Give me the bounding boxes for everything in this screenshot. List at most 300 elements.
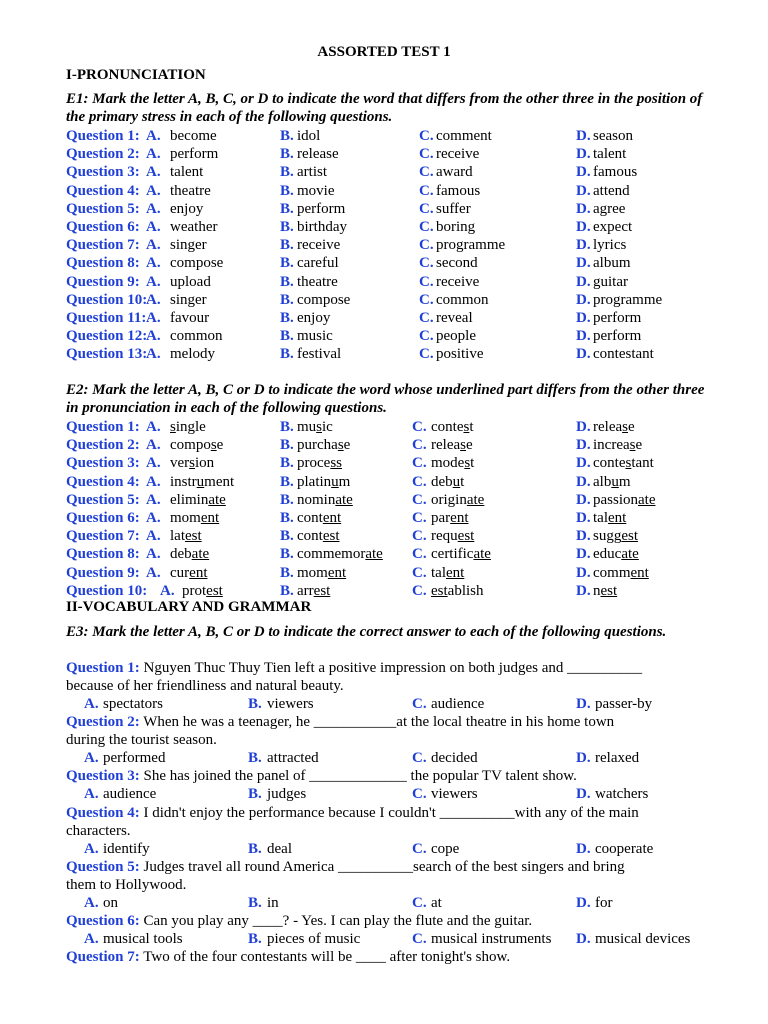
question-row bbox=[66, 254, 746, 272]
option-c bbox=[431, 545, 491, 563]
option-letter-c: C. bbox=[419, 237, 434, 254]
option-letter-b: B. bbox=[248, 931, 262, 947]
question-label: Question 6: bbox=[66, 510, 140, 526]
word-part: cont bbox=[297, 510, 323, 526]
word-part: purcha bbox=[297, 437, 338, 454]
option-letter-d: D. bbox=[576, 128, 591, 144]
option-a: enjoy bbox=[170, 200, 204, 217]
word-part: ablish bbox=[447, 582, 484, 599]
underlined-part: est bbox=[621, 528, 639, 545]
underlined-part: s bbox=[170, 419, 176, 435]
page-title: ASSORTED TEST 1 bbox=[317, 44, 451, 60]
option-letter-d: D. bbox=[576, 255, 591, 272]
option-c: comment bbox=[436, 128, 492, 144]
option-letter-a: A. bbox=[146, 128, 161, 144]
option-letter-d: D. bbox=[576, 219, 591, 235]
underlined-part: ate bbox=[638, 491, 656, 508]
answer-row bbox=[66, 695, 746, 713]
option-letter-c: C. bbox=[419, 219, 434, 235]
word-part: t bbox=[469, 419, 474, 435]
option-a: weather bbox=[170, 219, 218, 235]
option-d bbox=[593, 509, 626, 527]
option-letter-c: C. bbox=[412, 437, 427, 454]
question-row bbox=[66, 218, 746, 236]
underlined-part: ent bbox=[630, 564, 649, 581]
option-a: performed bbox=[103, 750, 166, 766]
option-letter-b: B. bbox=[280, 455, 294, 472]
word-part: passion bbox=[593, 491, 638, 508]
underlined-part: ent bbox=[327, 564, 347, 581]
underlined-part: ent bbox=[446, 564, 465, 581]
option-letter-c: C. bbox=[412, 750, 427, 766]
underlined-part: ent bbox=[200, 510, 220, 526]
option-letter-d: D. bbox=[576, 273, 591, 290]
option-letter-d: D. bbox=[576, 510, 591, 526]
option-d: programme bbox=[593, 291, 663, 308]
option-c bbox=[431, 509, 468, 527]
option-letter-a: A. bbox=[146, 419, 161, 435]
option-b bbox=[297, 564, 346, 582]
option-letter-a: A. bbox=[84, 750, 99, 766]
underlined-part: ate bbox=[191, 546, 210, 563]
option-a: identify bbox=[103, 841, 150, 857]
option-b bbox=[297, 582, 330, 600]
option-letter-d: D. bbox=[576, 895, 591, 911]
option-b bbox=[297, 436, 350, 454]
question-row bbox=[66, 418, 746, 436]
underlined-part: ate bbox=[365, 546, 383, 563]
question-stem bbox=[66, 948, 726, 966]
option-a bbox=[170, 436, 223, 454]
question-stem bbox=[66, 858, 726, 876]
underlined-part: s bbox=[622, 419, 628, 435]
word-part: increa bbox=[593, 437, 630, 454]
question-text: When he was a teenager, he ___________at the local theatre in his home town bbox=[139, 714, 615, 730]
option-a: compose bbox=[170, 255, 224, 272]
word-part: elimin bbox=[170, 491, 209, 508]
option-letter-b: B. bbox=[248, 841, 262, 857]
option-letter-b: B. bbox=[280, 146, 294, 163]
underlined-part: s bbox=[464, 455, 471, 472]
option-d: lyrics bbox=[593, 237, 627, 254]
option-a bbox=[170, 509, 219, 527]
underlined-part: ate bbox=[621, 546, 639, 563]
underlined-part: s bbox=[629, 437, 636, 454]
word-part: proce bbox=[297, 455, 331, 472]
question-text-continued: during the tourist season. bbox=[66, 732, 217, 748]
option-letter-b: B. bbox=[280, 273, 294, 290]
option-c: suffer bbox=[436, 200, 471, 217]
question-row bbox=[66, 200, 746, 218]
word-part: m bbox=[338, 473, 351, 490]
word-part: origin bbox=[431, 491, 467, 508]
option-b: attracted bbox=[267, 750, 319, 766]
option-d: contestant bbox=[593, 346, 654, 363]
option-a: spectators bbox=[103, 696, 163, 712]
word-part: m bbox=[618, 473, 631, 490]
word-part: commemor bbox=[297, 546, 366, 563]
option-d: season bbox=[593, 128, 633, 144]
e1-instruction: E1: Mark the letter A, B, C, or D to indicate the word that differs from the other three in the position of the primary stress in each of the following questions. bbox=[66, 91, 703, 125]
option-letter-c: C. bbox=[412, 696, 427, 712]
underlined-part: est bbox=[185, 528, 202, 545]
option-letter-c: C. bbox=[419, 164, 434, 181]
option-b bbox=[297, 509, 341, 527]
underlined-part: u bbox=[611, 473, 619, 490]
option-letter-d: D. bbox=[576, 750, 591, 766]
option-letter-c: C. bbox=[412, 419, 427, 435]
option-letter-a: A. bbox=[146, 237, 161, 254]
underlined-part: u bbox=[196, 473, 205, 490]
option-letter-d: D. bbox=[576, 473, 591, 490]
option-d: perform bbox=[593, 310, 642, 326]
option-letter-b: B. bbox=[280, 219, 294, 235]
option-letter-a: A. bbox=[146, 146, 161, 163]
question-row bbox=[66, 145, 746, 163]
question-label: Question 9: bbox=[66, 564, 140, 581]
word-part: ic bbox=[322, 419, 333, 435]
option-letter-c: C. bbox=[412, 528, 427, 545]
option-a: on bbox=[103, 895, 118, 911]
question-text: I didn't enjoy the performance because I couldn't __________with any of the main bbox=[139, 805, 639, 821]
option-letter-d: D. bbox=[576, 310, 591, 326]
answer-row bbox=[66, 930, 746, 948]
option-b bbox=[297, 545, 383, 563]
option-letter-d: D. bbox=[576, 200, 591, 217]
option-letter-d: D. bbox=[576, 419, 591, 435]
option-letter-c: C. bbox=[419, 200, 434, 217]
question-label: Question 3: bbox=[66, 455, 140, 472]
option-b: pieces of music bbox=[267, 931, 361, 947]
option-c: famous bbox=[436, 182, 481, 199]
option-letter-a: A. bbox=[146, 219, 161, 235]
option-b bbox=[297, 454, 342, 472]
question-label: Question 7: bbox=[66, 528, 140, 545]
option-b: theatre bbox=[297, 273, 338, 290]
option-letter-d: D. bbox=[576, 931, 591, 947]
option-letter-b: B. bbox=[280, 528, 294, 545]
question-label: Question 4: bbox=[66, 182, 140, 199]
option-letter-a: A. bbox=[146, 455, 161, 472]
question-label: Question 5: bbox=[66, 200, 140, 217]
option-letter-b: B. bbox=[248, 786, 262, 802]
option-c: positive bbox=[436, 346, 484, 363]
question-stem bbox=[66, 912, 726, 930]
option-d bbox=[593, 436, 642, 454]
word-part: instr bbox=[170, 473, 197, 490]
word-part: deb bbox=[431, 473, 453, 490]
underlined-part: s bbox=[460, 437, 466, 454]
word-part: ion bbox=[195, 455, 215, 472]
option-letter-d: D. bbox=[576, 182, 591, 199]
option-d: agree bbox=[593, 200, 626, 217]
option-letter-a: A. bbox=[146, 310, 161, 326]
question-label: Question 9: bbox=[66, 273, 140, 290]
question-label: Question 1: bbox=[66, 128, 140, 144]
question-text: Can you play any ____? - Yes. I can play the flute and the guitar. bbox=[139, 913, 533, 929]
underlined-part: ent bbox=[450, 510, 469, 526]
word-part: educ bbox=[593, 546, 622, 563]
underlined-part: ent bbox=[189, 564, 208, 581]
question-row bbox=[66, 545, 746, 563]
word-part: t bbox=[460, 473, 465, 490]
option-letter-c: C. bbox=[412, 841, 427, 857]
underlined-part: ss bbox=[330, 455, 342, 472]
option-letter-d: D. bbox=[576, 546, 591, 563]
option-c bbox=[431, 582, 484, 600]
option-d bbox=[593, 418, 635, 436]
option-a bbox=[182, 582, 223, 600]
option-letter-a: A. bbox=[84, 931, 99, 947]
option-letter-a: A. bbox=[146, 564, 161, 581]
word-part: lat bbox=[170, 528, 185, 545]
option-letter-d: D. bbox=[576, 237, 591, 254]
question-row bbox=[66, 163, 746, 181]
question-text: She has joined the panel of _____________ the popular TV talent show. bbox=[139, 768, 577, 784]
option-letter-a: A. bbox=[146, 182, 161, 199]
option-a bbox=[170, 527, 202, 545]
option-letter-b: B. bbox=[280, 564, 294, 581]
option-letter-b: B. bbox=[280, 582, 294, 599]
option-b: receive bbox=[297, 237, 341, 254]
option-letter-a: A. bbox=[146, 291, 161, 308]
underlined-part: u bbox=[452, 473, 461, 490]
option-d bbox=[593, 527, 638, 545]
option-letter-d: D. bbox=[576, 841, 591, 857]
underlined-part: s bbox=[463, 419, 470, 435]
option-c: audience bbox=[431, 696, 485, 712]
option-c: at bbox=[431, 895, 442, 911]
option-letter-b: B. bbox=[280, 310, 294, 326]
question-label: Question 11: bbox=[66, 310, 147, 326]
section-heading-vocabulary: II-VOCABULARY AND GRAMMAR bbox=[66, 599, 312, 615]
option-a bbox=[170, 564, 207, 582]
word-part: conte bbox=[431, 419, 464, 435]
word-part: e bbox=[216, 437, 224, 454]
option-a: common bbox=[170, 328, 223, 345]
option-letter-c: C. bbox=[412, 455, 427, 472]
option-letter-d: D. bbox=[576, 346, 591, 363]
word-part: ment bbox=[204, 473, 235, 490]
word-part: requ bbox=[431, 528, 458, 545]
option-a bbox=[170, 473, 234, 491]
option-letter-b: B. bbox=[280, 200, 294, 217]
option-letter-b: B. bbox=[280, 328, 294, 345]
option-letter-b: B. bbox=[280, 255, 294, 272]
word-part: ingle bbox=[175, 419, 206, 435]
underlined-part: est bbox=[322, 528, 340, 545]
option-letter-c: C. bbox=[419, 146, 434, 163]
option-c: musical instruments bbox=[431, 931, 552, 947]
question-label: Question 10: bbox=[66, 582, 148, 599]
underlined-part: s bbox=[625, 455, 632, 472]
word-part: e bbox=[635, 437, 643, 454]
option-letter-c: C. bbox=[412, 510, 427, 526]
option-a bbox=[170, 418, 206, 436]
option-d: cooperate bbox=[595, 841, 654, 857]
option-letter-a: A. bbox=[84, 696, 99, 712]
question-row bbox=[66, 564, 746, 582]
option-letter-c: C. bbox=[412, 582, 427, 599]
option-b: music bbox=[297, 328, 333, 345]
question-row bbox=[66, 527, 746, 545]
underlined-part: s bbox=[337, 437, 344, 454]
word-part: t bbox=[470, 455, 475, 472]
word-part: alb bbox=[593, 473, 612, 490]
question-row bbox=[66, 127, 746, 145]
option-c bbox=[431, 527, 474, 545]
underlined-part: ate bbox=[208, 491, 226, 508]
word-part: ver bbox=[170, 455, 190, 472]
option-letter-a: A. bbox=[146, 473, 161, 490]
question-row bbox=[66, 182, 746, 200]
word-part: n bbox=[593, 582, 601, 599]
word-part: comm bbox=[593, 564, 631, 581]
option-c: award bbox=[436, 164, 473, 181]
option-c: second bbox=[436, 255, 478, 272]
question-row bbox=[66, 236, 746, 254]
option-letter-d: D. bbox=[576, 491, 591, 508]
question-label: Question 4: bbox=[66, 473, 140, 490]
option-letter-d: D. bbox=[576, 696, 591, 712]
option-b: festival bbox=[297, 346, 342, 363]
option-letter-b: B. bbox=[248, 895, 262, 911]
option-b: perform bbox=[297, 200, 346, 217]
option-letter-a: A. bbox=[84, 841, 99, 857]
option-letter-b: B. bbox=[280, 491, 294, 508]
word-part: conte bbox=[593, 455, 626, 472]
question-label: Question 6: bbox=[66, 219, 140, 235]
option-letter-d: D. bbox=[576, 437, 591, 454]
option-letter-a: A. bbox=[146, 510, 161, 526]
option-letter-d: D. bbox=[576, 164, 591, 181]
option-letter-c: C. bbox=[412, 546, 427, 563]
option-letter-b: B. bbox=[248, 750, 262, 766]
option-letter-d: D. bbox=[576, 582, 591, 599]
option-letter-d: D. bbox=[576, 291, 591, 308]
underlined-part: s bbox=[316, 419, 323, 435]
option-d: passer-by bbox=[595, 696, 653, 712]
question-text-continued: them to Hollywood. bbox=[66, 877, 187, 893]
word-part: platin bbox=[297, 473, 332, 490]
question-label: Question 12: bbox=[66, 328, 148, 345]
option-letter-b: B. bbox=[280, 182, 294, 199]
option-d: famous bbox=[593, 164, 638, 181]
word-part: nomin bbox=[297, 491, 336, 508]
question-row bbox=[66, 582, 746, 600]
question-row bbox=[66, 436, 746, 454]
word-part: arr bbox=[297, 582, 314, 599]
word-part: mom bbox=[170, 510, 201, 526]
option-letter-d: D. bbox=[576, 146, 591, 163]
option-letter-b: B. bbox=[280, 419, 294, 435]
underlined-part: u bbox=[331, 473, 339, 490]
option-d: expect bbox=[593, 219, 633, 235]
word-part: tal bbox=[431, 564, 446, 581]
option-letter-c: C. bbox=[419, 182, 434, 199]
question-label: Question 13: bbox=[66, 346, 148, 363]
question-row bbox=[66, 473, 746, 491]
question-label: Question 4: bbox=[66, 805, 140, 821]
option-letter-c: C. bbox=[419, 255, 434, 272]
option-letter-b: B. bbox=[280, 164, 294, 181]
option-b: movie bbox=[297, 182, 335, 199]
underlined-part: ent bbox=[322, 510, 342, 526]
question-stem bbox=[66, 767, 726, 785]
option-letter-a: A. bbox=[146, 437, 161, 454]
option-letter-a: A. bbox=[146, 546, 161, 563]
option-d bbox=[593, 454, 654, 472]
option-c bbox=[431, 473, 464, 491]
word-part: mode bbox=[431, 455, 465, 472]
option-d: talent bbox=[593, 146, 627, 163]
option-letter-a: A. bbox=[146, 255, 161, 272]
option-c: decided bbox=[431, 750, 478, 766]
option-c bbox=[431, 491, 484, 509]
option-b: viewers bbox=[267, 696, 314, 712]
option-letter-a: A. bbox=[146, 528, 161, 545]
word-part: compo bbox=[170, 437, 211, 454]
option-letter-c: C. bbox=[412, 895, 427, 911]
question-label: Question 5: bbox=[66, 859, 140, 875]
option-b bbox=[297, 473, 350, 491]
question-row bbox=[66, 454, 746, 472]
option-d: perform bbox=[593, 328, 642, 345]
question-label: Question 6: bbox=[66, 913, 140, 929]
option-letter-c: C. bbox=[412, 931, 427, 947]
option-b: idol bbox=[297, 128, 321, 144]
option-c bbox=[431, 564, 464, 582]
option-c bbox=[431, 454, 474, 472]
option-letter-c: C. bbox=[412, 473, 427, 490]
underlined-part: est bbox=[313, 582, 331, 599]
option-b: judges bbox=[267, 786, 307, 802]
option-letter-a: A. bbox=[146, 164, 161, 181]
question-row bbox=[66, 273, 746, 291]
question-text: Judges travel all round America __________search of the best singers and bring bbox=[139, 859, 625, 875]
question-row bbox=[66, 291, 746, 309]
underlined-part: ate bbox=[473, 546, 491, 563]
question-row bbox=[66, 491, 746, 509]
underlined-part: s bbox=[210, 437, 217, 454]
option-c: programme bbox=[436, 237, 506, 254]
option-a: talent bbox=[170, 164, 204, 181]
option-letter-a: A. bbox=[84, 895, 99, 911]
option-c: receive bbox=[436, 273, 480, 290]
option-c bbox=[431, 436, 473, 454]
option-letter-c: C. bbox=[419, 273, 434, 290]
underlined-part: ate bbox=[335, 491, 353, 508]
question-label: Question 3: bbox=[66, 768, 140, 784]
question-text: Two of the four contestants will be ____ after tonight's show. bbox=[139, 949, 511, 965]
option-letter-a: A. bbox=[146, 273, 161, 290]
option-letter-c: C. bbox=[412, 564, 427, 581]
option-letter-a: A. bbox=[146, 328, 161, 345]
option-letter-a: A. bbox=[146, 200, 161, 217]
answer-row bbox=[66, 749, 746, 767]
word-part: par bbox=[431, 510, 451, 526]
option-letter-c: C. bbox=[419, 346, 434, 363]
option-letter-c: C. bbox=[419, 328, 434, 345]
option-letter-b: B. bbox=[280, 473, 294, 490]
option-a: musical tools bbox=[103, 931, 183, 947]
option-letter-a: A. bbox=[160, 582, 175, 599]
option-letter-b: B. bbox=[280, 237, 294, 254]
option-letter-c: C. bbox=[419, 291, 434, 308]
question-row bbox=[66, 327, 746, 345]
option-b: deal bbox=[267, 841, 292, 857]
option-b: artist bbox=[297, 164, 327, 181]
